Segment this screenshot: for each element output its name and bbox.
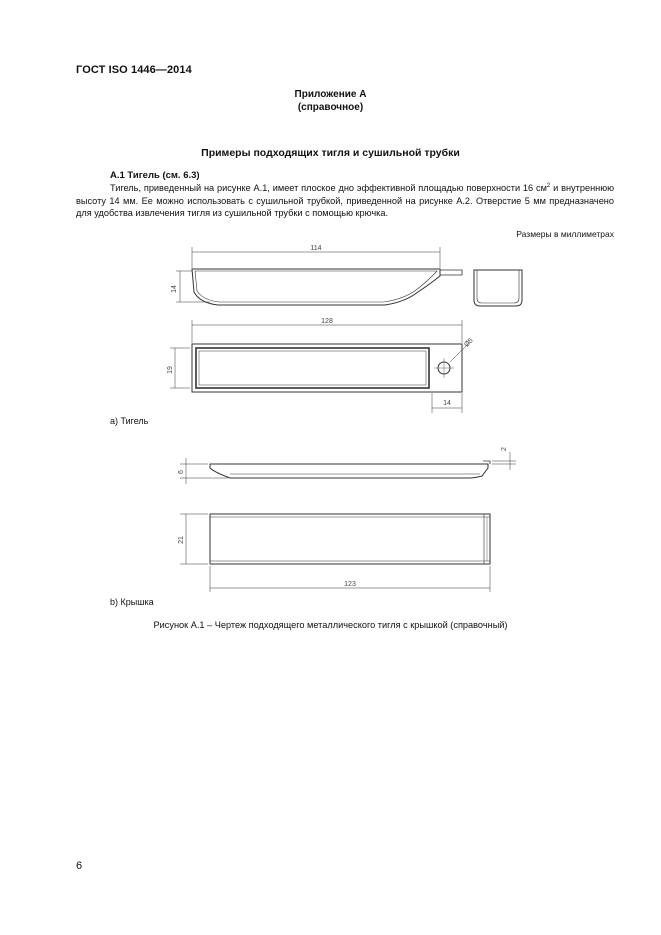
- crucible-end-view: [474, 270, 522, 306]
- appendix-type: (справочное): [297, 102, 364, 113]
- paragraph-text-2: и внутреннюю высоту 14 мм. Ее можно использовать с сушильной трубкой, приведенной на рисунке А.2. Отверстие 5 мм предназначено для удобства извлечения тигля из сушильной трубки с помощью крючка.: [76, 183, 614, 218]
- lid-label: b) Крышка: [110, 597, 154, 607]
- dim-crucible-length-top: 114: [310, 245, 322, 252]
- document-header: ГОСТ ISO 1446—2014: [76, 64, 192, 76]
- lid-plan-view: [180, 514, 490, 592]
- appendix-title: Приложение А: [294, 89, 367, 100]
- dim-crucible-width: 19: [167, 366, 174, 374]
- dim-lid-tab: 2: [501, 447, 508, 451]
- units-note: Размеры в миллиметрах: [516, 229, 614, 239]
- page-title: Примеры подходящих тигля и сушильной трубки: [201, 147, 460, 159]
- superscript: 2: [546, 183, 551, 189]
- lid-side-view: [180, 452, 516, 484]
- dim-crucible-length-plan: 128: [321, 318, 333, 325]
- dim-lid-width: 21: [178, 536, 185, 544]
- dim-hole-diameter: Ø5: [463, 337, 475, 349]
- dim-lid-height: 6: [178, 470, 185, 474]
- crucible-label: а) Тигель: [110, 416, 149, 426]
- crucible-side-view: [176, 247, 462, 305]
- page-number: 6: [76, 860, 83, 872]
- dim-crucible-height: 14: [171, 285, 178, 293]
- dim-hole-offset: 14: [443, 400, 451, 407]
- section-heading: А.1 Тигель (см. 6.3): [110, 170, 200, 181]
- dim-lid-length: 123: [344, 581, 356, 588]
- paragraph-text-1: Тигель, приведенный на рисунке А.1, имеет плоское дно эффективной площадью поверхности 16 см: [110, 183, 547, 193]
- figure-caption: Рисунок А.1 – Чертеж подходящего металлического тигля с крышкой (справочный): [153, 620, 508, 630]
- crucible-plan-view: [170, 320, 470, 413]
